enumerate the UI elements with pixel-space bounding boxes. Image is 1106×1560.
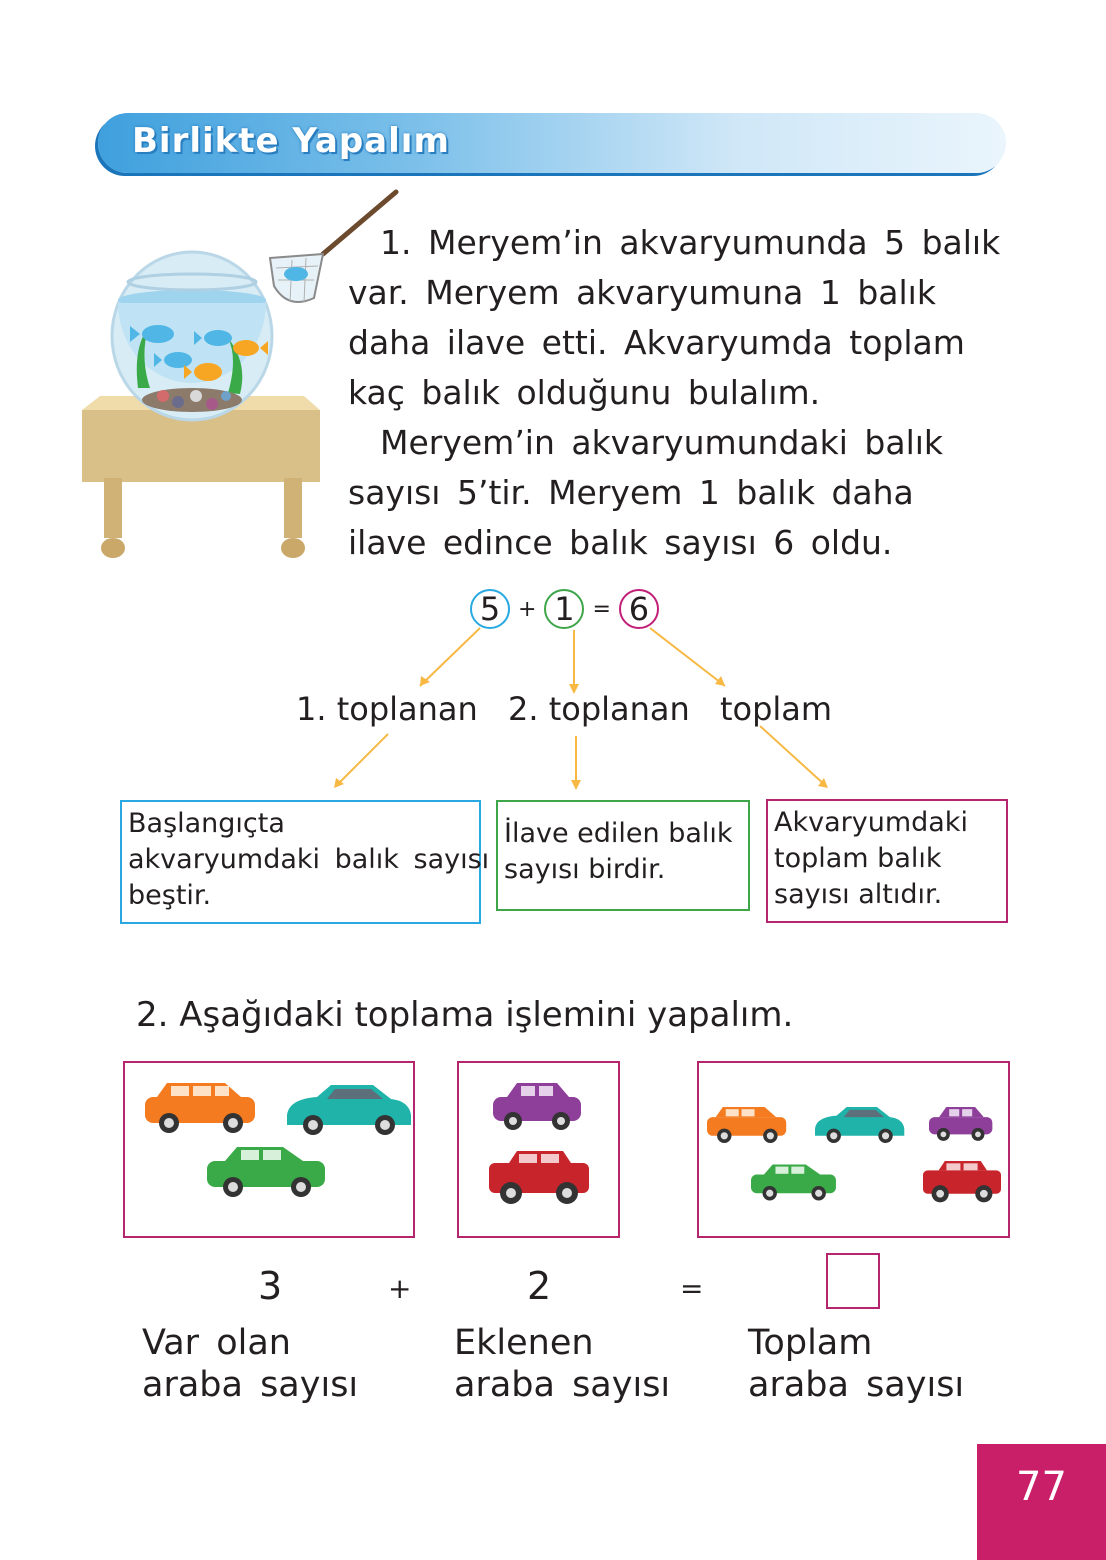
caption-line: araba sayısı: [142, 1365, 359, 1405]
text-line: 1. Meryem’in akvaryumunda 5 balık: [380, 223, 1001, 262]
existing-car-count: 3: [258, 1264, 283, 1308]
label-first-addend: 1. toplanan: [296, 690, 478, 728]
text-line: Meryem’in akvaryumundaki balık: [380, 423, 944, 462]
first-addend: 5: [470, 589, 510, 629]
box-line: toplam balık: [774, 843, 942, 874]
text-line: var. Meryem akvaryumuna 1 balık: [348, 273, 936, 312]
caption-added: [454, 1322, 670, 1406]
answer-box[interactable]: [826, 1253, 880, 1309]
text-line: ilave edince balık sayısı 6 oldu.: [348, 523, 893, 562]
car-icon: [707, 1107, 786, 1143]
text-line: kaç balık olduğunu bulalım.: [348, 373, 821, 412]
arrow-head: [715, 676, 725, 686]
box-line: beştir.: [128, 880, 212, 911]
car-icon: [493, 1083, 581, 1130]
plus-sign: +: [518, 596, 537, 622]
box-line: sayısı birdir.: [504, 854, 666, 885]
caption-existing: [142, 1322, 358, 1406]
box-line: akvaryumdaki balık sayısı: [128, 844, 490, 875]
car-icon: [815, 1107, 904, 1143]
box-line: sayısı altıdır.: [774, 879, 943, 910]
page-number: 77: [1016, 1464, 1067, 1510]
caption-line: araba sayısı: [748, 1365, 965, 1405]
problem-2-title: 2. Aşağıdaki toplama işlemini yapalım.: [136, 995, 794, 1035]
box-line: Başlangıçta: [128, 808, 285, 839]
labels-row: [296, 690, 852, 728]
sum: 6: [619, 589, 659, 629]
second-addend: 1: [544, 589, 584, 629]
equals-sign: =: [680, 1272, 704, 1305]
car-group-existing: [123, 1061, 415, 1238]
car-icon: [751, 1164, 836, 1200]
caption-line: Var olan: [142, 1323, 291, 1363]
text-line: sayısı 5’tir. Meryem 1 balık daha: [348, 473, 914, 512]
car-group-existing-illustration: [125, 1063, 413, 1236]
arrow-head: [571, 780, 581, 790]
added-car-count: 2: [527, 1264, 552, 1308]
car-icon: [489, 1151, 589, 1204]
car-group-total: [697, 1061, 1010, 1238]
car-group-total-illustration: [699, 1063, 1008, 1236]
caption-line: araba sayısı: [454, 1365, 671, 1405]
section-title: Birlikte Yapalım: [132, 121, 450, 161]
explanation-box-first: [120, 800, 490, 924]
explanation-box-total: [766, 799, 1008, 923]
caption-line: Eklenen: [454, 1323, 594, 1363]
car-group-added: [457, 1061, 620, 1238]
equals-sign: =: [592, 596, 611, 622]
car-icon: [287, 1085, 411, 1135]
car-icon: [145, 1083, 255, 1133]
explanation-box-second: [496, 800, 750, 911]
box-line: İlave edilen balık: [504, 818, 733, 849]
caption-line: Toplam: [748, 1323, 873, 1363]
plus-sign: +: [388, 1272, 412, 1305]
car-group-added-illustration: [459, 1063, 618, 1236]
text-line: daha ilave etti. Akvaryumda toplam: [348, 323, 965, 362]
box-line: Akvaryumdaki: [774, 807, 968, 838]
car-icon: [207, 1147, 325, 1197]
caption-total: [748, 1322, 964, 1406]
car-icon: [929, 1107, 992, 1141]
car-icon: [923, 1161, 1001, 1202]
label-total: toplam: [719, 690, 833, 728]
label-second-addend: 2. toplanan: [507, 690, 690, 728]
